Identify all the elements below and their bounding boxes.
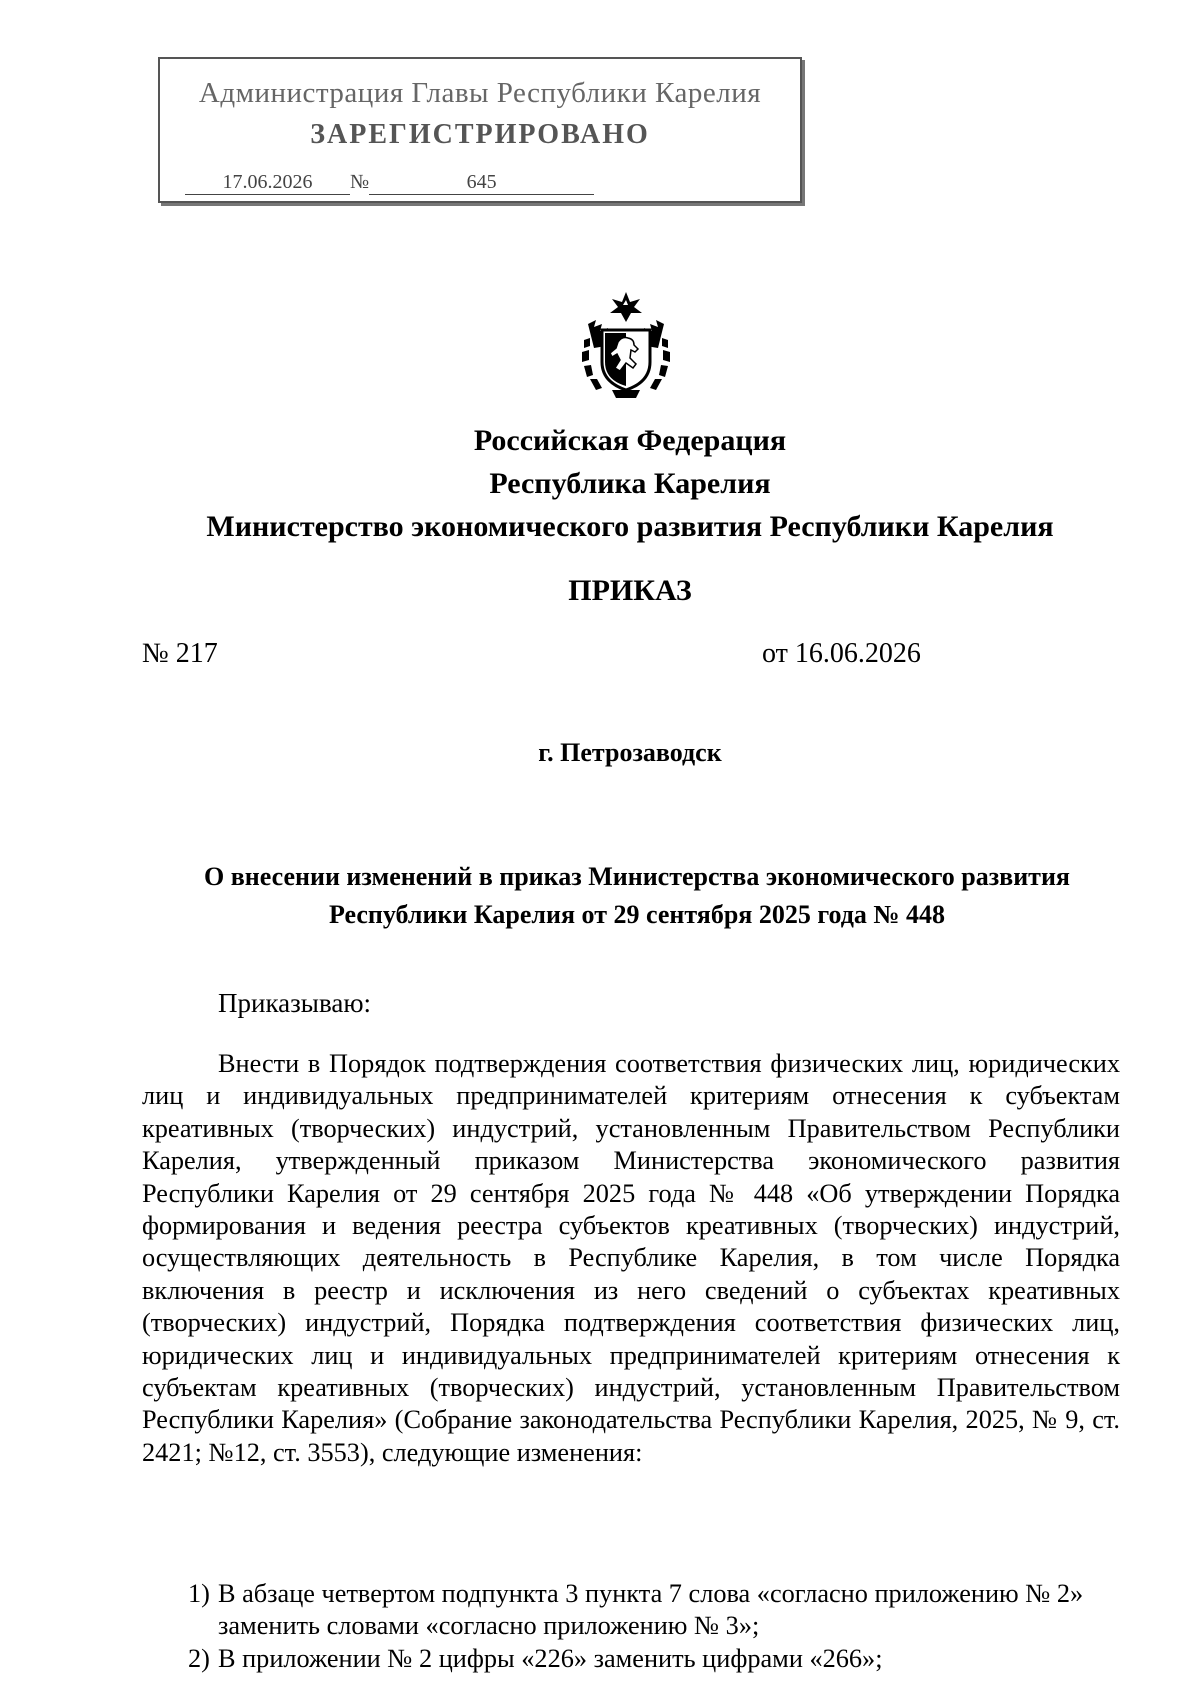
main-paragraph: Внести в Порядок подтверждения соответствия физических лиц, юридических лиц и индивидуальных предпринимателей критериям отнесения к субъектам креативных (творческих) индустрий, установленным Правительством Республики Карелия, утвержденный приказом Министерства экономического развития Республики Карелия от 29 сентября 2025 года № 448 «Об утверждении Порядка формирования и ведения реестра субъектов креативных (творческих) индустрий, осуществляющих деятельность в Республике Карелия, в том числе Порядка включения в реестр и исключения из него сведений о субъектах креативных (творческих) индустрий, Порядка подтверждения соответствия физических лиц, юридических лиц и индивидуальных предпринимателей критериям отнесения к субъектам креативных (творческих) индустрий, установленным Правительством Республики Карелия» (Собрание законодательства Республики Карелия, 2025, № 9, ст. 2421; №12, ст. 3553), следующие изменения: [142,1049,1120,1467]
order-date: от 16.06.2026 [762,638,921,669]
list-item [188,1643,1120,1675]
list-item [188,1578,1120,1643]
list-item-number: 1) [188,1579,210,1608]
changes-list [188,1578,1120,1675]
stamp-number: 645 [369,171,594,195]
list-item-text: В приложении № 2 цифры «226» заменить цифрами «266»; [218,1643,883,1673]
stamp-date: 17.06.2026 [185,171,350,195]
decree-phrase: Приказываю: [218,988,371,1018]
registration-stamp [158,57,802,203]
document-type-title: ПРИКАЗ [568,574,692,607]
list-item-number: 2) [188,1643,210,1673]
header-republic: Республика Карелия [489,467,771,500]
subject-line-1: О внесении изменений в приказ Министерства экономического развития [203,862,1070,891]
order-subject [142,858,1132,934]
header-federation: Российская Федерация [473,424,787,457]
header-ministry: Министерство экономического развития Республики Карелия [206,510,1054,543]
list-item-text: В абзаце четвертом подпункта 3 пункта 7 слова «согласно приложению № 2» заменить словами «согласно приложению № 3»; [218,1579,1084,1641]
stamp-number-label: № [350,171,370,193]
stamp-registration-line [185,171,594,195]
stamp-organization: Администрация Главы Республики Карелия [198,77,762,109]
order-number: № 217 [142,638,218,669]
city: г. Петрозаводск [538,738,722,767]
stamp-status: ЗАРЕГИСТРИРОВАНО [310,119,650,150]
subject-line-2: Республики Карелия от 29 сентября 2025 года № 448 [328,900,946,929]
coat-of-arms-of-karelia-icon [578,290,674,400]
